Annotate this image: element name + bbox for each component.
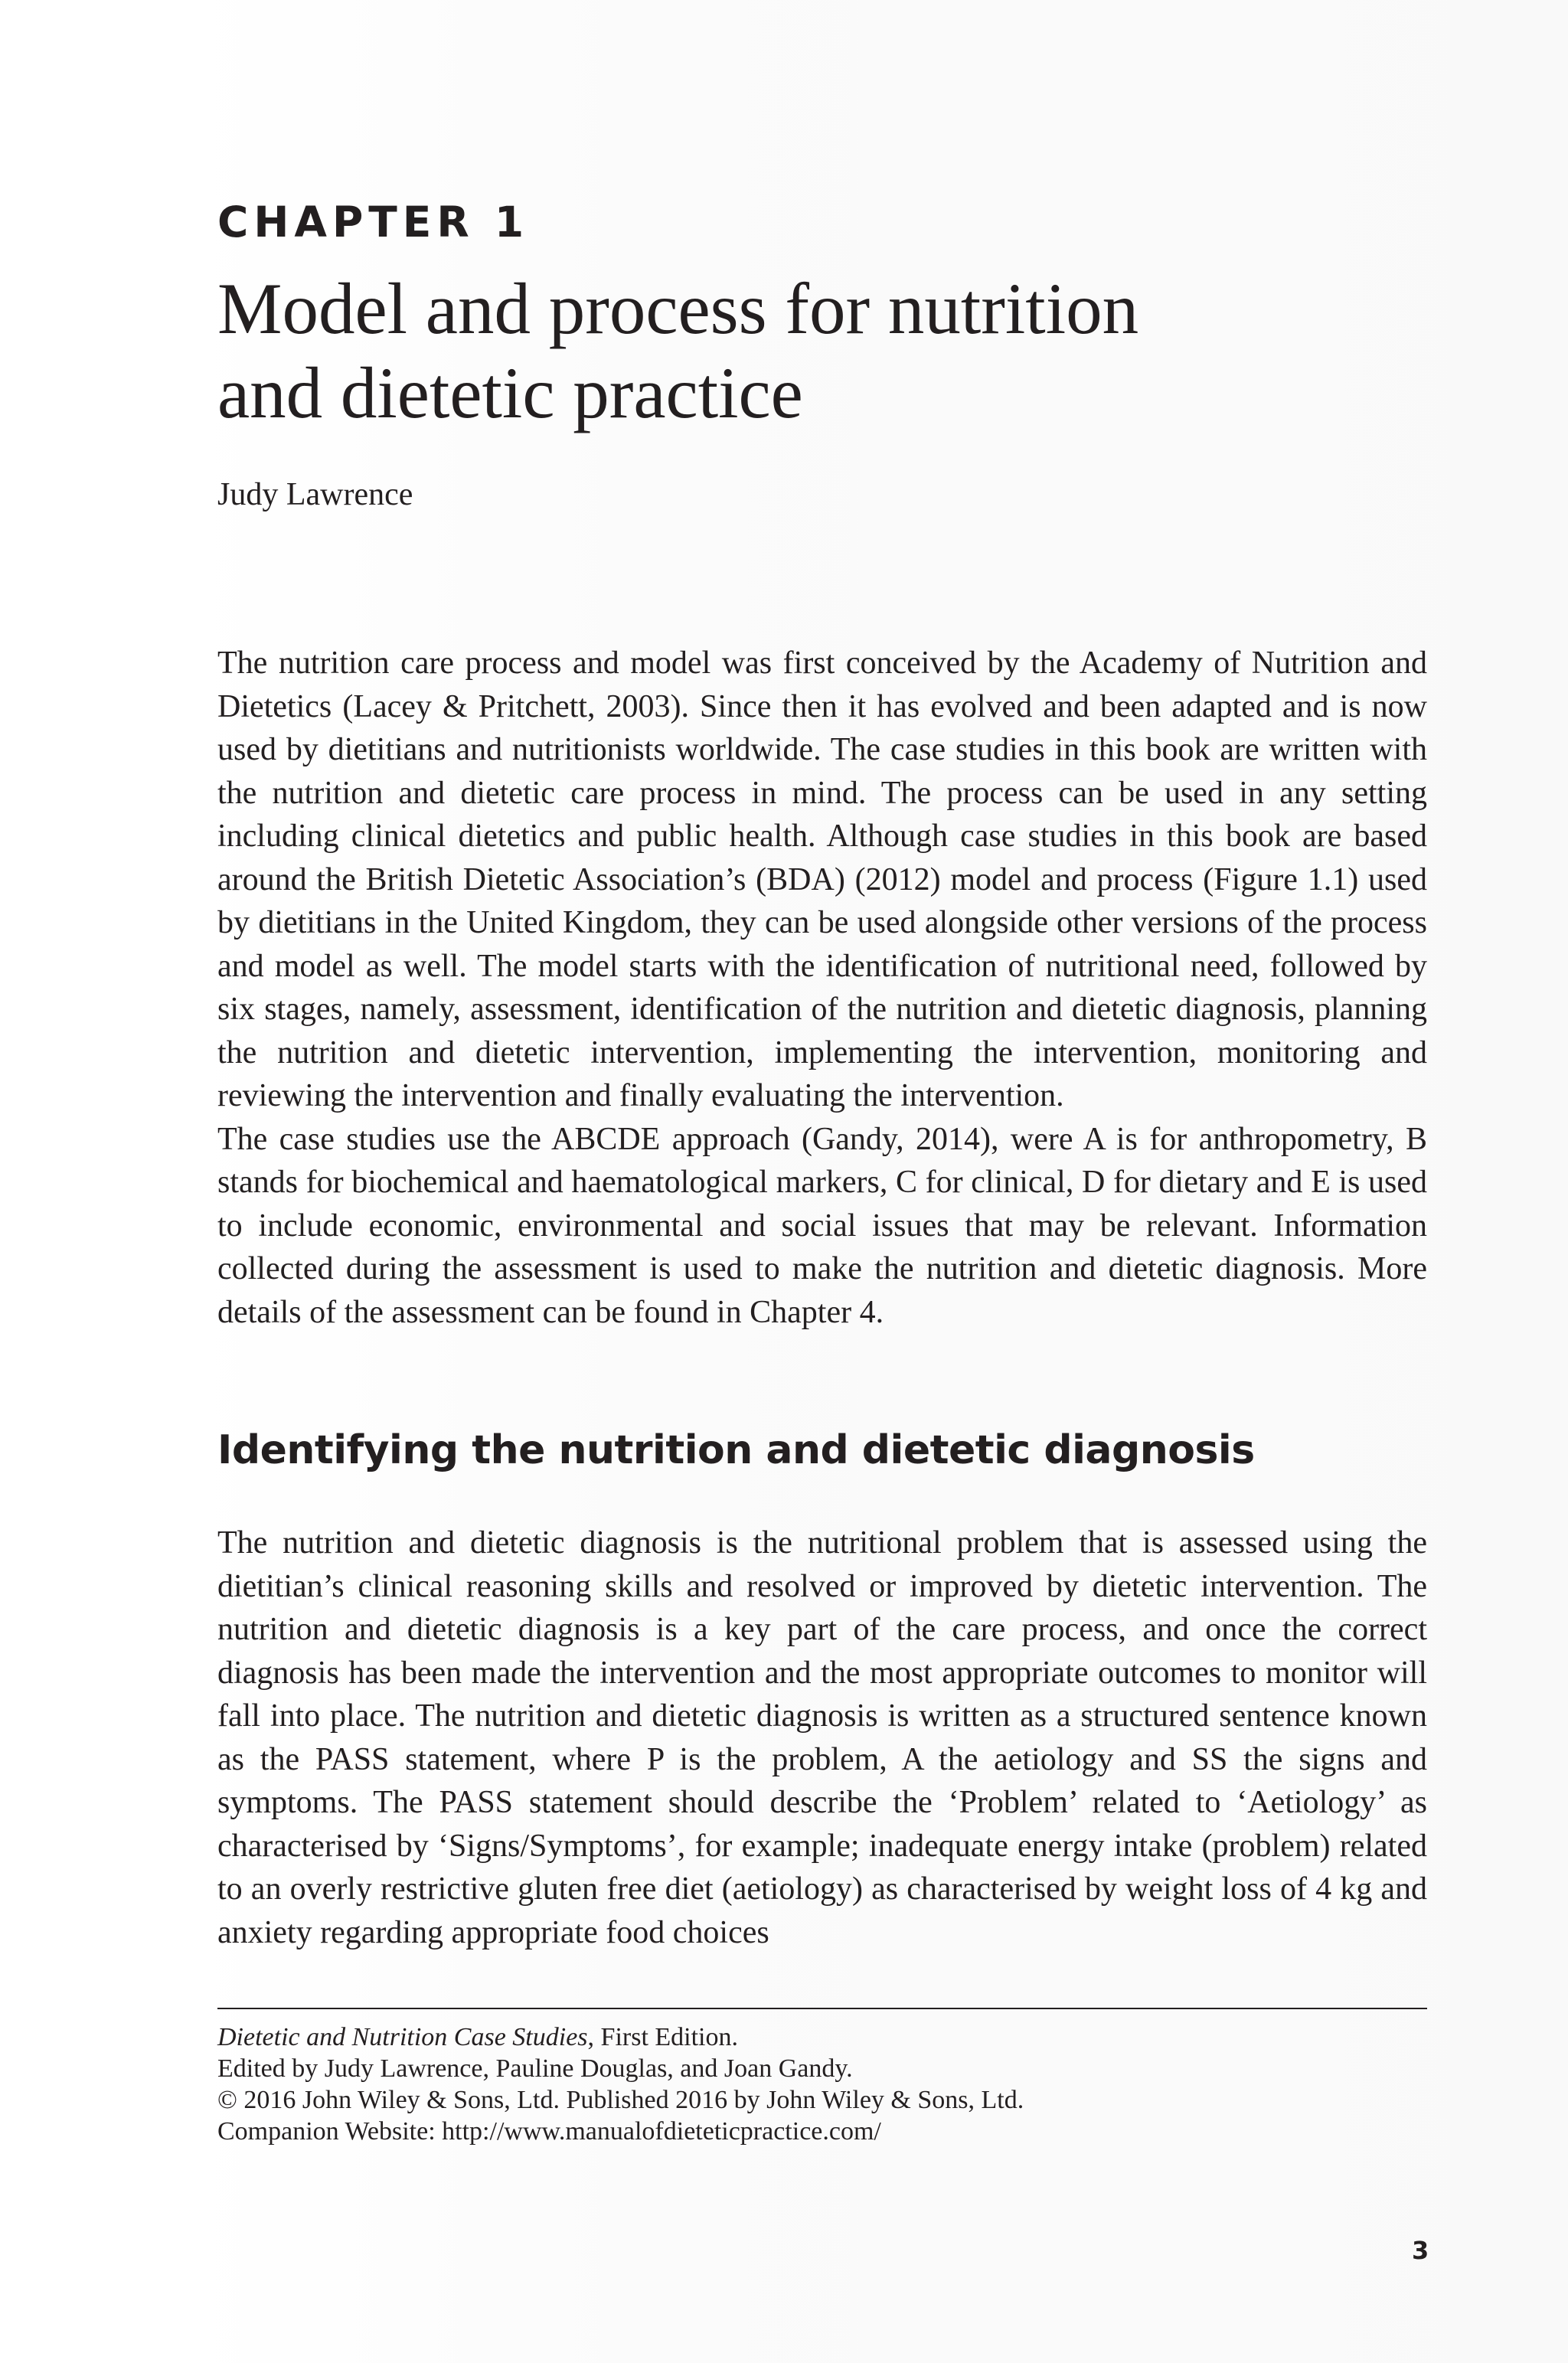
chapter-author: Judy Lawrence: [217, 477, 413, 512]
footnote-edition: , First Edition.: [587, 2023, 738, 2051]
intro-paragraph-1: The nutrition care process and model was first conceived by the Academy of Nutrition and Dietetics (Lacey & Pritchett, 2003). Since then it has evolved and been adapted and is now used by dietitians and nutritionists worldwide. The case studies in this book are written with the nutrition and dietetic care process in mind. The process can be used in any setting including clinical dietetics and public health. Although case studies in this book are based around the British Dietetic Association’s (BDA) (2012) model and process (Figure 1.1) used by dietitians in the United Kingdom, they can be used alongside other versions of the process and model as well. The model starts with the identification of nutritional need, followed by six stages, namely, assessment, identification of the nutrition and dietetic diagnosis, planning the nutrition and dietetic intervention, implementing the intervention, monitoring and reviewing the intervention and finally evaluating the intervention.: [217, 645, 1427, 1113]
footnote-book-line: [217, 2021, 1427, 2053]
footnote-book-title: Dietetic and Nutrition Case Studies: [217, 2023, 588, 2051]
chapter-title-line-2: and dietetic practice: [217, 352, 803, 433]
section-text: [217, 1521, 1427, 1954]
footnote-divider: [217, 2008, 1427, 2009]
chapter-label: CHAPTER 1: [217, 198, 530, 247]
page-number: 3: [1412, 2236, 1429, 2265]
section-paragraph-1: The nutrition and dietetic diagnosis is the nutritional problem that is assessed using the dietitian’s clinical reasoning skills and resolved or improved by dietetic intervention. The nutrition and dietetic diagnosis is a key part of the care process, and once the correct diagnosis has been made the intervention and the most appropriate outcomes to monitor will fall into place. The nutrition and dietetic diagnosis is written as a structured sentence known as the PASS statement, where P is the problem, A the aetiology and SS the signs and symptoms. The PASS statement should describe the ‘Problem’ related to ‘Aetiology’ as characterised by ‘Signs/Symptoms’, for example; inadequate energy intake (problem) related to an overly restrictive gluten free diet (aetiology) as characterised by weight loss of 4 kg and anxiety regarding appropriate food choices: [217, 1525, 1427, 1950]
chapter-title: [217, 266, 1519, 435]
footnote-editors: Edited by Judy Lawrence, Pauline Douglas, and Joan Gandy.: [217, 2054, 853, 2083]
intro-paragraph-2: The case studies use the ABCDE approach (Gandy, 2014), were A is for anthropometry, B stands for biochemical and haematological markers, C for clinical, D for dietary and E is used to include economic, environmental and social issues that may be relevant. Information collected during the assessment is used to make the nutrition and dietetic diagnosis. More details of the assessment can be found in Chapter 4.: [217, 1121, 1427, 1330]
footnote: [217, 2021, 1427, 2147]
section-heading: Identifying the nutrition and dietetic diagnosis: [217, 1427, 1255, 1473]
intro-text: [217, 642, 1427, 1334]
footnote-copyright: © 2016 John Wiley & Sons, Ltd. Published 2016 by John Wiley & Sons, Ltd.: [217, 2086, 1024, 2114]
chapter-title-line-1: Model and process for nutrition: [217, 268, 1139, 349]
footnote-website: Companion Website: http://www.manualofdieteticpractice.com/: [217, 2117, 881, 2146]
